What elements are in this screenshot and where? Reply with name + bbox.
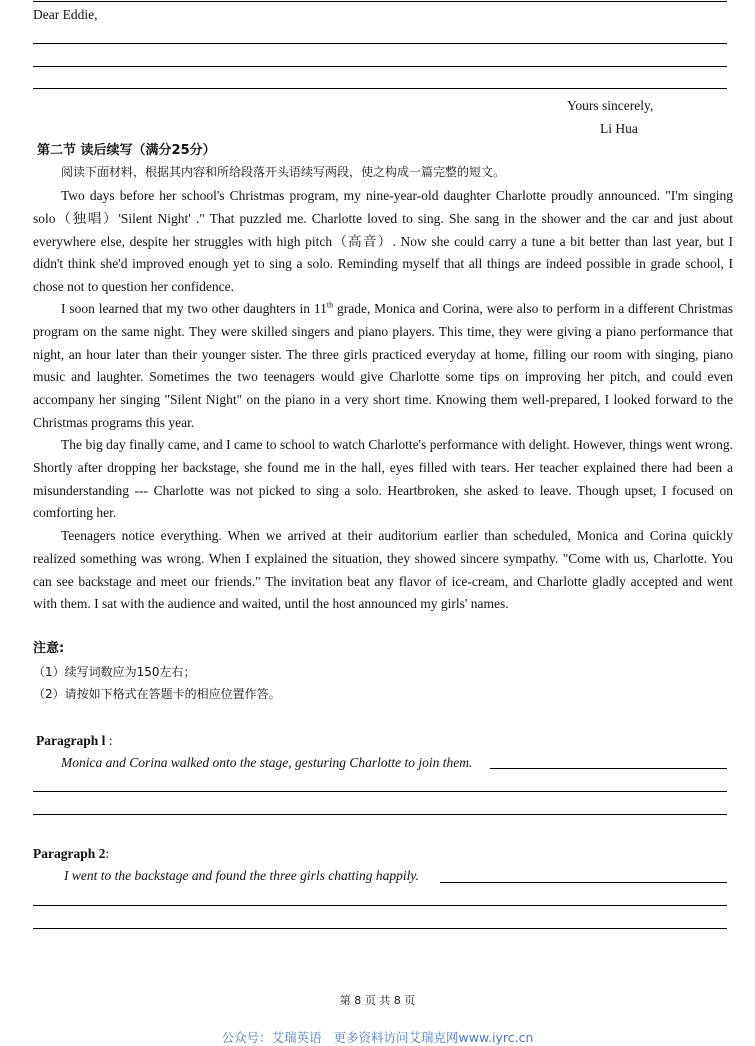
letter-closing: Yours sincerely, xyxy=(567,98,654,113)
section-title: 第二节 读后续写（满分25分） xyxy=(37,143,216,158)
story-paragraph-2 xyxy=(33,298,733,435)
section-instruction: 阅读下面材料，根据其内容和所给段落开头语续写两段，使之构成一篇完整的短文。 xyxy=(61,165,506,179)
answer-line[interactable] xyxy=(33,791,727,792)
paragraph-2-colon: : xyxy=(105,846,110,861)
promo-footer-link[interactable]: 公众号：艾瑞英语 更多资料访问艾瑞克网www.iyrc.cn xyxy=(221,1030,534,1045)
answer-line[interactable] xyxy=(490,768,727,769)
ordinal-suffix: th xyxy=(326,300,334,310)
story-paragraph-4: Teenagers notice everything. When we arrived at their auditorium earlier than scheduled, Monica and Corina quickly realized something was wrong. When I explained the situation, they showed sincere sympathy. "Come with us, Charlotte. You can see backstage and meet our friends." The invitation beat any flavor of ice-cream, and Charlotte gladly accepted and went with them. I sat with the audience and waited, until the host announced my girls' names. xyxy=(33,528,733,612)
story-paragraph-3: The big day finally came, and I came to school to watch Charlotte's performance with delight. However, things went wrong. Shortly after dropping her backstage, she found me in the hall, eyes filled with tears. Her teacher explained there had been a misunderstanding --- Charlotte was not picked to sing a solo. Heartbroken, she asked to leave. Though upset, I focused on comforting her. xyxy=(33,437,733,521)
paragraph-2-start: I soon learned that my two other daughters in 11 xyxy=(61,301,327,316)
answer-line[interactable] xyxy=(440,882,727,883)
story-paragraph-1: Two days before her school's Christmas program, my nine-year-old daughter Charlotte proudly announced. "I'm singing solo（独唱）'Silent Night' ." That puzzled me. Charlotte loved to sing. She sang in the shower and the car and just about everywhere else, despite her struggles with high pitch（高音）. Now she could carry a tune a bit better than last year, but I didn't think she'd improved enough yet to sing a solo. Reminding myself that all things are indeed possible in grade school, I chose not to question her confidence. xyxy=(33,188,733,295)
paragraph-2-rest: grade, Monica and Corina, were also to perform in a different Christmas program on the same night. They were skilled singers and piano players. This time, they were giving a piano performance that night, an hour later than their younger sister. The three girls practiced everyday at home, filling our room with singing, piano music and laughter. Sometimes the two teenagers would give Charlotte some tips on improving her pitch, and could even accompany her singing "Silent Night" on the piano in a very short time. Knowing them well-prepared, I looked forward to the Christmas programs this year. xyxy=(33,301,733,430)
paragraph-2-opening: I went to the backstage and found the three girls chatting happily. xyxy=(64,868,419,883)
notes-title: 注意: xyxy=(33,641,65,656)
letter-salutation: Dear Eddie, xyxy=(33,7,98,22)
page-number: 第 8 页 共 8 页 xyxy=(339,994,416,1007)
paragraph-1-opening: Monica and Corina walked onto the stage, gesturing Charlotte to join them. xyxy=(61,755,473,770)
answer-line[interactable] xyxy=(33,928,727,929)
writing-line xyxy=(33,88,727,89)
paragraph-2-label: Paragraph 2 xyxy=(33,846,106,861)
notes-item-1: （1）续写词数应为150左右； xyxy=(33,665,196,679)
writing-line xyxy=(33,43,727,44)
paragraph-1-colon: : xyxy=(105,733,113,748)
notes-item-2: （2）请按如下格式在答题卡的相应位置作答。 xyxy=(33,687,281,701)
writing-line xyxy=(33,66,727,67)
paragraph-1-heading xyxy=(36,729,113,752)
letter-signature: Li Hua xyxy=(600,121,638,136)
answer-line[interactable] xyxy=(33,905,727,906)
answer-line[interactable] xyxy=(33,814,727,815)
top-rule xyxy=(33,1,727,2)
paragraph-1-label: Paragraph l xyxy=(36,733,106,748)
paragraph-2-heading xyxy=(33,842,109,865)
